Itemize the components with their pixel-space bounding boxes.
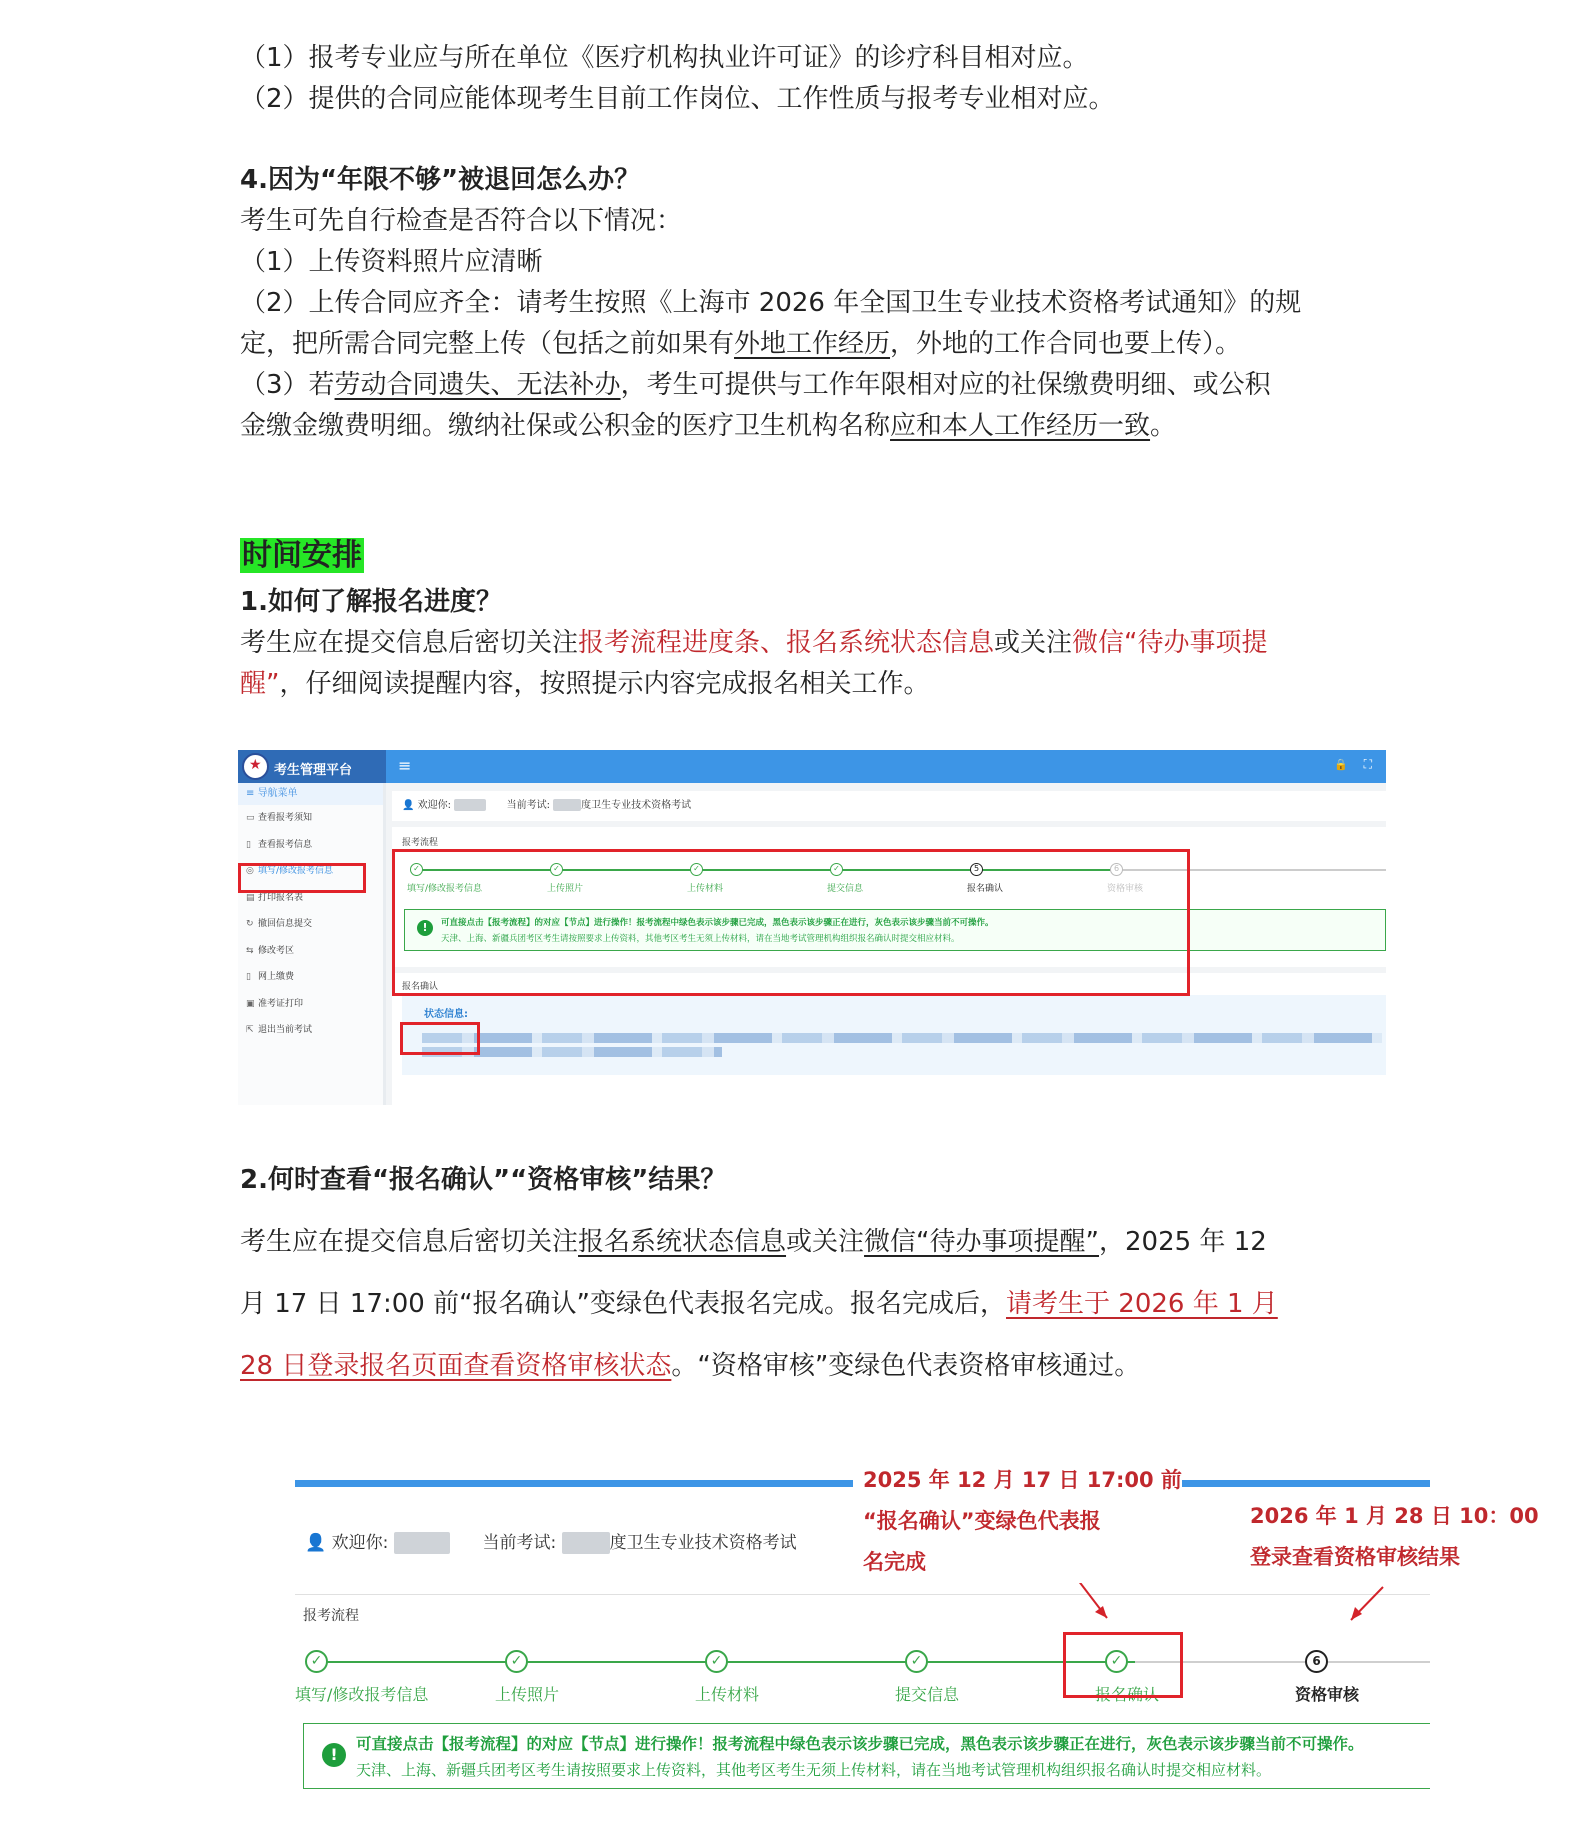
screenshot-progress-detail (295, 1468, 1539, 1790)
sidebar-item-admission-ticket[interactable]: ▣ 准考证打印 (238, 991, 383, 1018)
q4-heading: 4.因为“年限不够”被退回怎么办？ (240, 165, 641, 195)
step-registration-confirm[interactable]: 5 报名确认 (967, 864, 1004, 894)
requirement-2: （2）提供的合同应能体现考生目前工作岗位、工作性质与报考专业相对应。 (240, 84, 1115, 114)
step-upload-photo[interactable]: ✓ 上传照片 (505, 1650, 528, 1673)
q2-line2: 月 17 日 17:00 前“报名确认”变绿色代表报名完成。报名完成后，请考生于 2026 年 1 月 (240, 1289, 1278, 1319)
platform-title: 考生管理平台 (274, 763, 353, 778)
step-upload-materials[interactable]: ✓ 上传材料 (687, 864, 724, 894)
sidebar (238, 783, 386, 1105)
swap-icon: ⇆ (246, 945, 254, 956)
q4-block (240, 160, 1360, 447)
sidebar-nav-title: ≡ 导航菜单 (238, 783, 383, 805)
q4-item2-line2: 定，把所需合同完整上传（包括之前如果有外地工作经历，外地的工作合同也要上传）。 (240, 329, 1242, 359)
blurred-name (454, 799, 486, 811)
q1-heading: 1.如何了解报名进度？ (240, 587, 502, 617)
step-submit-info[interactable]: ✓ 提交信息 (905, 1650, 928, 1673)
q4-item3-line1: （3）若劳动合同遗失、无法补办，考生可提供与工作年限相对应的社保缴费明细、或公积 (240, 370, 1271, 400)
q2-line3: 28 日登录报名页面查看资格审核状态。“资格审核”变绿色代表资格审核通过。 (240, 1351, 1141, 1381)
user-icon: 👤 (305, 1533, 327, 1553)
circle-icon: ◎ (246, 866, 254, 876)
exit-icon: ⇱ (246, 1025, 254, 1035)
fullscreen-icon[interactable]: ⛶ (1363, 757, 1372, 771)
q4-item3-line2: 金缴金缴费明细。缴纳社保或公积金的医疗卫生机构名称应和本人工作经历一致。 (240, 411, 1177, 441)
lock-icon[interactable]: 🔒 (1334, 758, 1348, 771)
step-fill-info[interactable]: ✓ 填写/修改报考信息 (305, 1650, 328, 1673)
welcome-bar: 👤 欢迎你: 当前考试: 度卫生专业技术资格考试 (392, 791, 1386, 821)
confirm-label: 报名确认 (402, 982, 439, 992)
q2-heading: 2.何时查看“报名确认”“资格审核”结果？ (240, 1165, 727, 1195)
requirement-1: （1）报考专业应与所在单位《医疗机构执业许可证》的诊疗科目相对应。 (240, 43, 1089, 73)
message-icon: ▭ (246, 813, 255, 823)
exclamation-icon: ! (417, 920, 433, 936)
undo-icon: ↻ (246, 919, 254, 929)
screenshot-registration-system (238, 750, 1386, 1105)
step-qualification-review[interactable]: 6 资格审核 (1305, 1650, 1328, 1673)
process-label: 报考流程 (402, 838, 439, 848)
sidebar-item-view-notice[interactable]: ▭ 查看报考须知 (238, 805, 383, 832)
underline-consistent: 应和本人工作经历一致 (890, 411, 1151, 441)
process-notice: ! 可直接点击【报考流程】的对应【节点】进行操作！报考流程中绿色表示该步骤已完成，黑色表示该步骤正在进行，灰色表示该步骤当前不可操作。 天津、上海、新疆兵团考区考生请按照要求上传资料，其他考区考生无须上传材料，请在当地考试管理机构组织报名确认时提交相应材料。 (404, 909, 1386, 951)
status-info-box (402, 995, 1386, 1075)
q1-line1: 考生应在提交信息后密切关注报考流程进度条、报名系统状态信息或关注微信“待办事项提 (240, 628, 1268, 658)
schedule-block (240, 534, 1360, 705)
requirements-block (240, 38, 1360, 120)
q2-line1: 考生应在提交信息后密切关注报名系统状态信息或关注微信“待办事项提醒”，2025 年 12 (240, 1227, 1267, 1257)
sidebar-item-withdraw[interactable]: ↻ 撤回信息提交 (238, 911, 383, 938)
sidebar-item-payment[interactable]: ▯ 网上缴费 (238, 964, 383, 991)
process-label: 报考流程 (303, 1608, 359, 1624)
step-submit-info[interactable]: ✓ 提交信息 (827, 864, 864, 894)
sidebar-item-exit-exam[interactable]: ⇱ 退出当前考试 (238, 1017, 383, 1044)
q2-block (240, 1160, 1360, 1397)
underline-contract-lost: 劳动合同遗失、无法补办 (334, 370, 621, 400)
sidebar-item-edit-info[interactable]: ◎ 填写/修改报考信息 (238, 858, 383, 885)
platform-header (238, 750, 386, 783)
top-bar (386, 750, 1386, 783)
q1-line2: 醒”，仔细阅读提醒内容，按照提示内容完成报名相关工作。 (240, 669, 930, 699)
step-upload-photo[interactable]: ✓ 上传照片 (547, 864, 584, 894)
sidebar-item-print-form[interactable]: ▤ 打印报名表 (238, 885, 383, 912)
step-fill-info[interactable]: ✓ 填写/修改报考信息 (407, 864, 483, 894)
payment-icon: ▯ (246, 972, 251, 982)
highlight-sidebar-edit (238, 863, 366, 893)
section-title-schedule: 时间安排 (242, 538, 362, 573)
blurred-status-text (422, 1033, 1382, 1043)
arrow-head-confirm (1095, 1606, 1107, 1618)
welcome-line: 👤 欢迎你: 当前考试: 度卫生专业技术资格考试 (305, 1533, 797, 1553)
q4-item1: （1）上传资料照片应清晰 (240, 247, 543, 277)
highlight-process-bar (392, 849, 1190, 996)
blurred-year (553, 799, 581, 811)
step-qualification-review[interactable]: 6 资格审核 (1107, 864, 1144, 894)
annotation-confirm-deadline: 2025 年 12 月 17 日 17:00 前 “报名确认”变绿色代表报 名完成 (863, 1460, 1182, 1583)
step-upload-materials[interactable]: ✓ 上传材料 (705, 1650, 728, 1673)
ticket-icon: ▣ (246, 998, 255, 1009)
hamburger-menu-icon[interactable]: ≡ (398, 756, 412, 775)
underline-remote-work: 外地工作经历 (734, 329, 891, 359)
sidebar-item-view-info[interactable]: ▯ 查看报考信息 (238, 832, 383, 859)
user-icon: 👤 (402, 800, 415, 811)
exclamation-icon: ! (322, 1743, 346, 1767)
platform-logo (242, 753, 269, 780)
step-registration-confirm[interactable]: ✓ 报名确认 (1105, 1650, 1128, 1673)
q4-item2-line1: （2）上传合同应齐全：请考生按照《上海市 2026 年全国卫生专业技术资格考试通知》的规 (240, 288, 1302, 318)
document-icon: ▯ (246, 839, 251, 850)
highlight-status-info (400, 1022, 480, 1055)
print-icon: ▤ (246, 892, 255, 903)
sidebar-item-change-area[interactable]: ⇆ 修改考区 (238, 938, 383, 965)
annotation-review-date: 2026 年 1 月 28 日 10：00 登录查看资格审核结果 (1250, 1504, 1539, 1569)
status-info-label: 状态信息: (424, 1009, 468, 1020)
q4-intro: 考生可先自行检查是否符合以下情况： (240, 206, 683, 236)
process-notice: ! 可直接点击【报考流程】的对应【节点】进行操作！报考流程中绿色表示该步骤已完成，黑色表示该步骤正在进行，灰色表示该步骤当前不可操作。 天津、上海、新疆兵团考区考生请按照要求上传资料，其他考区考生无须上传材料，请在当地考试管理机构组织报名确认时提交相应材料。 (303, 1723, 1430, 1789)
